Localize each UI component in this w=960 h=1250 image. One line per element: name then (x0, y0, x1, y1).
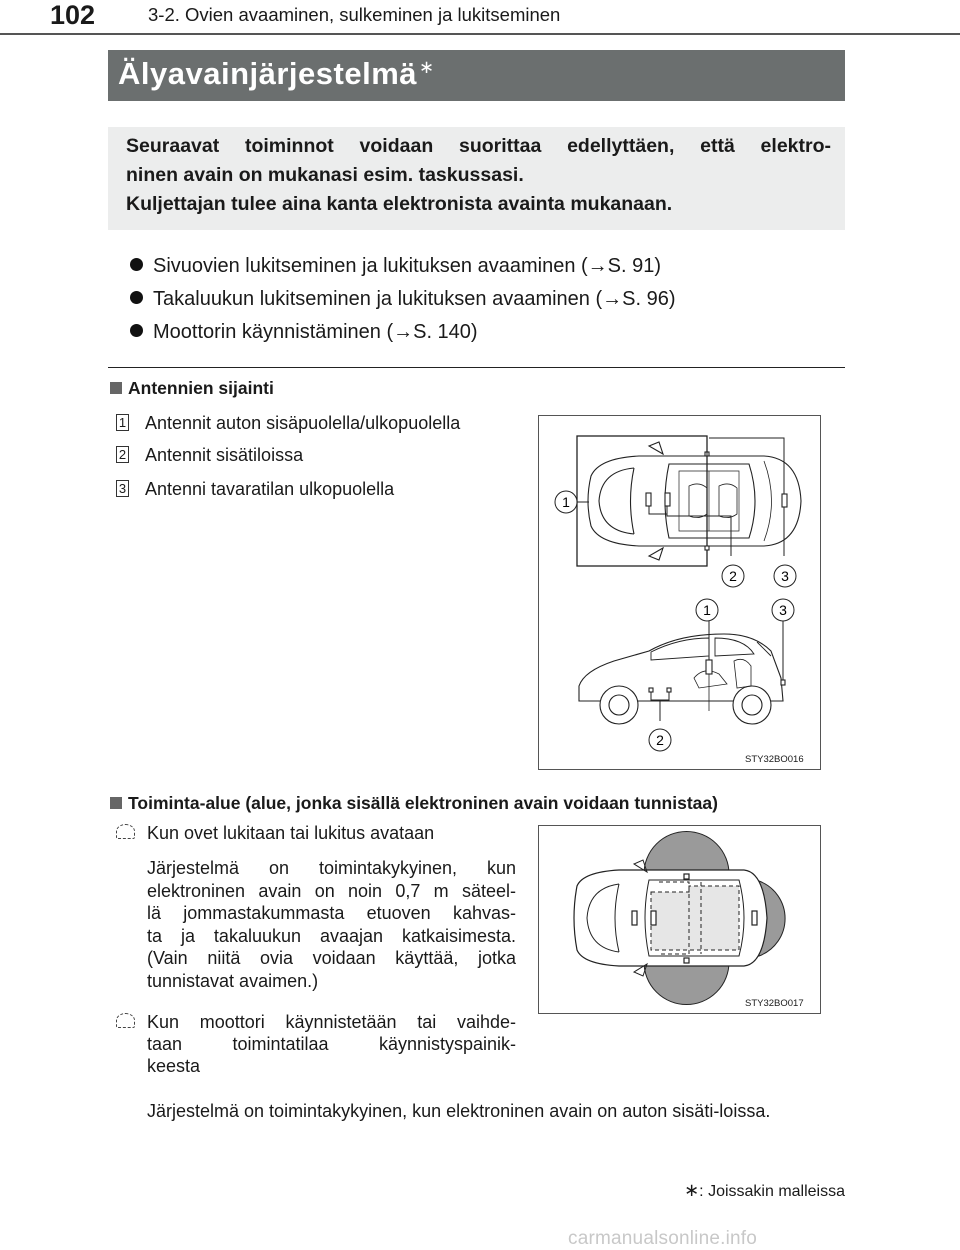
range-item-1-description: Järjestelmä on toimintakykyinen, kun elektroninen avain on noin 0,7 m säteel- lä jommastakummasta etuoven kahvas- ta ja takaluukun avaajan katkaisimesta. (Vain niitä ovia voidaan käyttää, jotka tunnistavat avaimen.) (147, 858, 516, 991)
chapter-title: 3-2. Ovien avaaminen, sulkeminen ja lukitseminen (148, 4, 561, 25)
antenna-item-2: 2 Antennit sisätiloissa (116, 444, 303, 466)
range-heading: Toiminta-alue (alue, jonka sisällä elektroninen avain voidaan tunnistaa) (110, 792, 718, 814)
range-item-2-description: Järjestelmä on toimintakykyinen, kun elektroninen avain on auton sisäti-loissa. (147, 1101, 771, 1121)
section-divider (108, 367, 845, 368)
list-item: Moottorin käynnistäminen (→S. 140) (130, 319, 478, 345)
asterisk-marker: ∗ (684, 1180, 700, 1200)
antenna-location-figure (538, 415, 821, 770)
square-bullet-icon (110, 382, 122, 394)
list-item: Takaluukun lukitseminen ja lukituksen avaaminen (→S. 96) (130, 286, 676, 312)
antenna-item-3: 3 Antenni tavaratilan ulkopuolella (116, 478, 394, 500)
detection-range-diagram (539, 826, 820, 1013)
range-item-2-title: Kun moottori käynnistetään tai vaihde- taan toimintatilaa käynnistyspainik- keesta (116, 1011, 518, 1077)
asterisk-marker: ∗ (419, 56, 435, 77)
watermark: carmanualsonline.info (568, 1228, 758, 1249)
car-antenna-diagram (539, 416, 820, 769)
footnote: ∗: Joissakin malleissa (684, 1180, 845, 1200)
detection-zone-icon (116, 824, 135, 839)
callout-1-side: 1 (703, 602, 711, 618)
range-item-1-title: Kun ovet lukitaan tai lukitus avataan (116, 822, 434, 844)
intro-line-2: ninen avain on mukanasi esim. taskussasi. (126, 164, 524, 186)
figure-code: STY32BO017 (745, 998, 804, 1009)
section-title: Älyavainjärjestelmä (118, 56, 418, 91)
section-title-bar (108, 50, 845, 101)
list-item: Sivuovien lukitseminen ja lukituksen avaaminen (→S. 91) (130, 253, 661, 279)
callout-2-side: 2 (656, 732, 664, 748)
page-number: 102 (50, 0, 96, 30)
antennas-heading: Antennien sijainti (110, 377, 274, 399)
square-bullet-icon (110, 797, 122, 809)
detection-zone-icon (116, 1013, 135, 1028)
callout-2-top: 2 (729, 568, 737, 584)
header-rule (0, 33, 960, 35)
detection-range-figure (538, 825, 821, 1014)
callout-3-top: 3 (781, 568, 789, 584)
bullet-icon (130, 258, 143, 271)
intro-line-3: Kuljettajan tulee aina kanta elektronista avainta mukanaan. (126, 193, 673, 215)
intro-box (108, 127, 845, 230)
callout-1-top: 1 (562, 494, 570, 510)
bullet-icon (130, 291, 143, 304)
antenna-item-1: 1 Antennit auton sisäpuolella/ulkopuolella (116, 412, 460, 434)
callout-3-side: 3 (779, 602, 787, 618)
bullet-icon (130, 324, 143, 337)
figure-code: STY32BO016 (745, 754, 804, 765)
intro-line-1: Seuraavat toiminnot voidaan suorittaa edellyttäen, että elektro- (126, 135, 831, 157)
